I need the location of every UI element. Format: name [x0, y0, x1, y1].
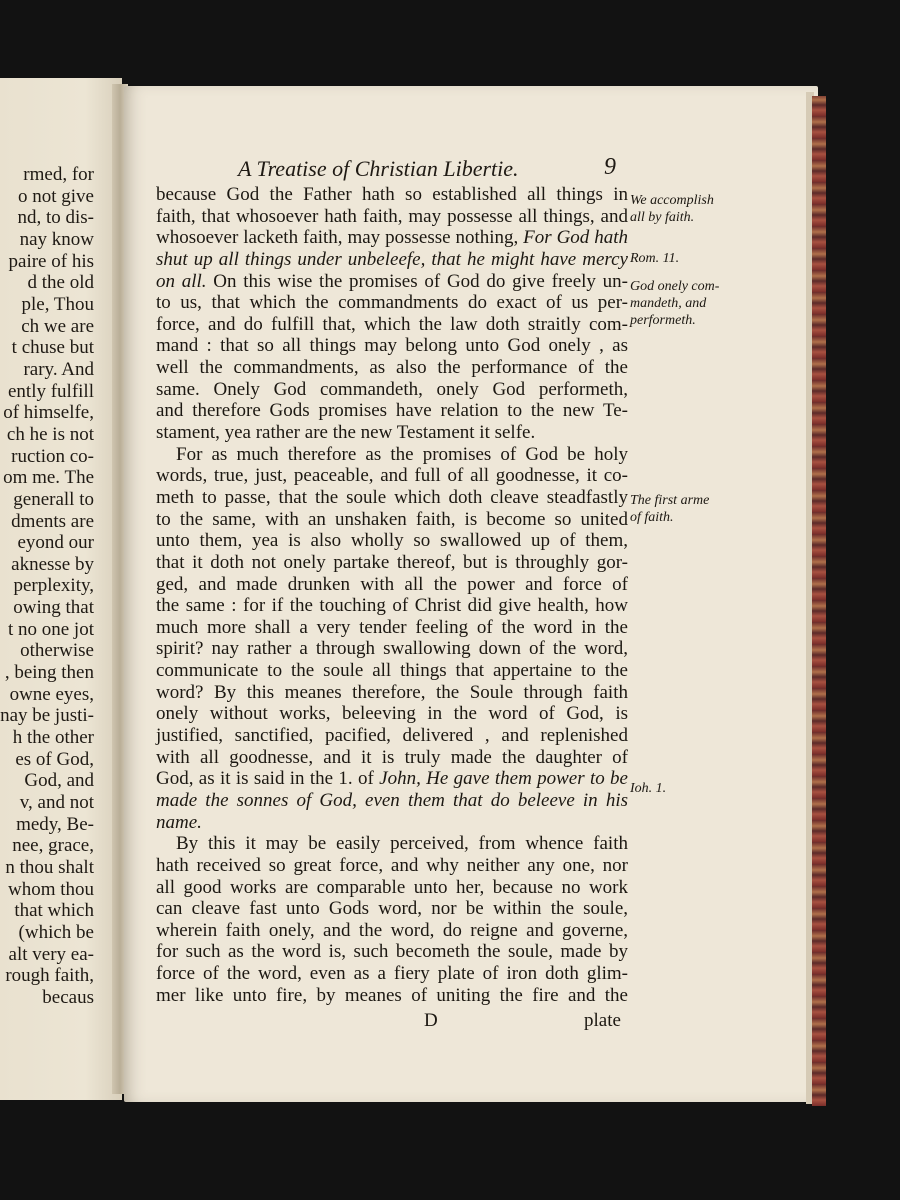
left-page-line: nay be justi-: [0, 705, 94, 727]
left-page-line: ch we are: [21, 315, 94, 337]
text-line: [156, 574, 628, 596]
left-page-line: of himselfe,: [3, 402, 94, 424]
text-line: [156, 920, 628, 942]
text-line: [156, 184, 628, 206]
text-line: [156, 444, 628, 466]
left-page-line: becaus: [42, 986, 94, 1008]
left-page-line: whom thou: [7, 878, 94, 900]
text-line: [156, 985, 628, 1007]
left-page-text: [0, 164, 94, 1009]
left-page-line: rary. And: [23, 358, 94, 380]
left-page-line: t chuse but: [11, 337, 94, 359]
line-text: communicate to the soule all things that appertaine to the: [156, 660, 628, 682]
left-page-line: es of God,: [15, 748, 94, 770]
left-page-line: om me. The: [3, 467, 94, 489]
line-text: for such as the word is, such becometh the soule, made by: [156, 941, 628, 963]
line-text: with all goodnesse, and it is truly made the daughter of: [156, 746, 628, 768]
line-text: whosoever lacketh faith, may possesse nothing,: [156, 227, 524, 249]
left-page: [0, 78, 122, 1100]
text-line: [156, 465, 628, 487]
line-text: On this wise the promises of God do give freely un-: [206, 270, 628, 292]
text-line: [156, 617, 628, 639]
text-line: [156, 703, 628, 725]
line-text: onely without works, beleeving in the word of God, is: [156, 703, 628, 725]
left-page-line: perplexity,: [13, 575, 94, 597]
text-line: [156, 422, 628, 444]
text-line: [156, 509, 628, 531]
line-text: stament, yea rather are the new Testament it selfe.: [156, 422, 536, 444]
line-text: justified, sanctified, pacified, delivered , and replenished: [156, 725, 628, 747]
text-line: [156, 292, 628, 314]
line-text: God, as it is said in the 1. of: [156, 768, 380, 790]
line-text: can cleave fast unto Gods word, nor be within the soule,: [156, 898, 628, 920]
left-page-line: owne eyes,: [9, 683, 94, 705]
text-line: [156, 898, 628, 920]
line-text: mer like unto fire, by meanes of uniting the fire and the: [156, 984, 628, 1006]
left-page-line: generall to: [13, 488, 94, 510]
left-page-line: aknesse by: [11, 553, 94, 575]
left-page-line: ch he is not: [6, 423, 94, 445]
text-line: [156, 747, 628, 769]
left-page-line: d the old: [27, 272, 94, 294]
catchword: plate: [584, 1010, 621, 1031]
left-page-line: otherwise: [20, 640, 94, 662]
line-text: force, and do fulfill that, which the law doth straitly com-: [156, 313, 628, 335]
text-line: [156, 812, 628, 834]
line-text: to us, that which the commandments do exact of us per-: [156, 292, 628, 314]
marbled-edge: [812, 96, 826, 1106]
left-page-line: paire of his: [8, 250, 94, 272]
text-line: [156, 552, 628, 574]
text-line: [156, 855, 628, 877]
line-text: faith, that whosoever hath faith, may possesse all things, and: [156, 205, 628, 227]
text-line: [156, 660, 628, 682]
line-text: words, true, just, peaceable, and full of all goodnesse, it co-: [156, 465, 628, 487]
line-text: the same : for if the touching of Christ did give health, how: [156, 595, 628, 617]
text-line: [156, 638, 628, 660]
text-line: [156, 790, 628, 812]
line-text: same. Onely God commandeth, onely God performeth,: [156, 378, 628, 400]
italic-text: name.: [156, 811, 202, 833]
line-text: word? By this meanes therefore, the Soule through faith: [156, 681, 628, 703]
line-text: much more shall a very tender feeling of the word in the: [156, 616, 628, 638]
text-line: [156, 530, 628, 552]
text-line: [156, 206, 628, 228]
running-header: A Treatise of Christian Libertie.: [238, 156, 519, 181]
italic-text: on all.: [156, 270, 207, 292]
left-page-line: t no one jot: [7, 618, 94, 640]
line-text: For as much therefore as the promises of God be holy: [176, 443, 628, 465]
line-text: well the commandments, as also the performance of the: [156, 357, 628, 379]
line-text: ged, and made drunken with all the power and force of: [156, 573, 628, 595]
page-number: 9: [604, 154, 616, 180]
left-page-line: (which be: [18, 921, 94, 943]
left-page-line: medy, Be-: [16, 813, 94, 835]
left-page-line: , being then: [4, 662, 94, 684]
signature-mark: D: [424, 1010, 438, 1031]
text-line: [156, 487, 628, 509]
text-line: [156, 595, 628, 617]
left-page-line: rmed, for: [23, 164, 94, 185]
line-text: spirit? nay rather a through swallowing down of the word,: [156, 638, 628, 660]
left-page-line: n thou shalt: [5, 857, 94, 878]
text-line: [156, 357, 628, 379]
text-line: [156, 314, 628, 336]
text-line: [156, 227, 628, 249]
line-text: that it doth not onely partake thereof, but is throughly gor-: [156, 551, 628, 573]
line-text: By this it may be easily perceived, from whence faith: [176, 833, 628, 855]
left-page-line: ple, Thou: [21, 293, 94, 315]
line-text: hath received so great force, and why neither any one, nor: [156, 854, 628, 876]
margin-note-first-arme: The first arme of faith.: [630, 493, 710, 525]
left-page-line: o not give: [18, 185, 94, 207]
text-line: [156, 963, 628, 985]
text-line: [156, 335, 628, 357]
body-text: [156, 184, 628, 1006]
left-page-line: ruction co-: [11, 445, 94, 467]
line-text: because God the Father hath so established all things in: [156, 184, 628, 205]
line-text: force of the word, even as a fiery plate of iron doth glim-: [156, 963, 628, 985]
left-page-line: God, and: [24, 770, 94, 792]
text-line: [156, 400, 628, 422]
line-text: unto them, yea is also wholly so swallowed up of them,: [156, 530, 628, 552]
left-page-line: nay know: [19, 228, 94, 250]
margin-note-accomplish: We accomplish all by faith.: [630, 193, 714, 225]
text-line: [156, 271, 628, 293]
italic-text: For God hath: [523, 227, 628, 249]
italic-text: made the sonnes of God, even them that do beleeve in his: [156, 789, 628, 811]
text-line: [156, 249, 628, 271]
margin-note-god-onely: God onely com- mandeth, and performeth.: [630, 279, 720, 328]
line-text: mand : that so all things may belong unto God onely , as: [156, 335, 628, 357]
left-page-line: v, and not: [19, 792, 94, 814]
text-line: [156, 833, 628, 855]
left-page-line: dments are: [11, 510, 94, 532]
left-page-line: that which: [14, 900, 94, 922]
left-page-line: rough faith,: [5, 965, 94, 987]
italic-text: shut up all things under unbeleefe, that he might have mercy: [156, 248, 628, 270]
left-page-line: ently fulfill: [7, 380, 94, 402]
left-page-line: nee, grace,: [12, 835, 94, 857]
line-text: to the same, with an unshaken faith, is become so united: [156, 508, 628, 530]
line-text: and therefore Gods promises have relation to the new Te-: [156, 400, 628, 422]
left-page-line: h the other: [12, 727, 94, 749]
text-line: [156, 379, 628, 401]
line-text: wherein faith onely, and the word, do reigne and governe,: [156, 919, 628, 941]
margin-note-john: Ioh. 1.: [630, 781, 667, 796]
text-line: [156, 725, 628, 747]
margin-note-romans: Rom. 11.: [630, 251, 680, 266]
text-line: [156, 682, 628, 704]
line-text: all good works are comparable unto her, because no work: [156, 876, 628, 898]
left-page-line: owing that: [13, 597, 94, 619]
text-line: [156, 941, 628, 963]
left-page-line: nd, to dis-: [17, 207, 94, 229]
italic-text: John, He gave them power to be: [379, 768, 628, 790]
left-page-line: alt very ea-: [8, 943, 94, 965]
text-line: [156, 877, 628, 899]
text-line: [156, 768, 628, 790]
left-page-line: eyond our: [17, 532, 94, 554]
line-text: meth to passe, that the soule which doth cleave steadfastly: [156, 486, 628, 508]
